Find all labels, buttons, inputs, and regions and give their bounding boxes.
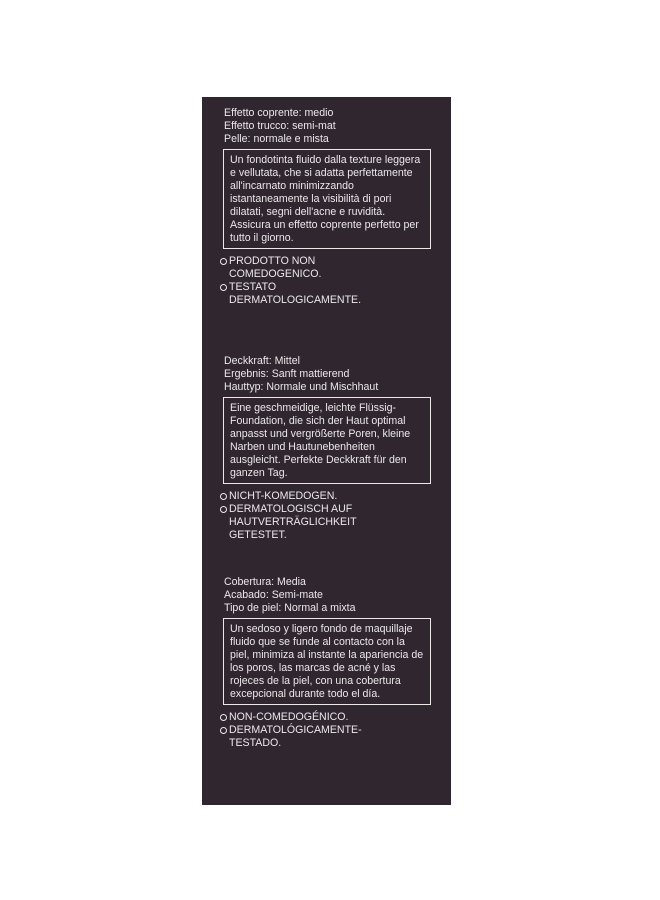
spec-coverage-es: Cobertura: Media: [224, 576, 306, 588]
claim-text: DERMATOLÓGICAMENTE- TESTADO.: [229, 724, 362, 749]
circle-bullet-icon: [220, 284, 227, 291]
claim-text: NICHT-KOMEDOGEN.: [229, 490, 338, 502]
claim-item: [220, 281, 446, 307]
spec-skin-it: Pelle: normale e mista: [224, 133, 329, 145]
claim-item: [220, 503, 446, 542]
claims-list-it: [220, 255, 446, 307]
circle-bullet-icon: [220, 727, 227, 734]
claim-item: [220, 724, 446, 750]
circle-bullet-icon: [220, 493, 227, 500]
spec-finish-de: Ergebnis: Sanft mattierend: [224, 368, 350, 380]
claims-list-es: [220, 711, 446, 750]
claim-text: PRODOTTO NON COMEDOGENICO.: [229, 255, 322, 280]
claim-item: [220, 490, 446, 503]
claim-item: [220, 255, 446, 281]
italian-section: [224, 107, 446, 307]
product-label-panel: [202, 97, 451, 805]
spec-finish-it: Effetto trucco: semi-mat: [224, 120, 336, 132]
circle-bullet-icon: [220, 714, 227, 721]
claim-item: [220, 711, 446, 724]
circle-bullet-icon: [220, 258, 227, 265]
spec-finish-es: Acabado: Semi-mate: [224, 589, 323, 601]
circle-bullet-icon: [220, 506, 227, 513]
description-box-de: Eine geschmeidige, leichte Flüssig-Foundation, die sich der Haut optimal anpasst und vergrößerte Poren, kleine Narben und Hautunebenheiten ausgleicht. Perfekte Deckkraft für den ganzen Tag.: [223, 397, 431, 484]
spanish-section: [224, 576, 446, 750]
spec-coverage-de: Deckkraft: Mittel: [224, 355, 300, 367]
spec-skin-de: Hauttyp: Normale und Mischhaut: [224, 381, 379, 393]
description-box-es: Un sedoso y ligero fondo de maquillaje fluido que se funde al contacto con la piel, minimiza al instante la apariencia de los poros, las marcas de acné y las rojeces de la piel, con una cobertura excepcional durante todo el día.: [223, 618, 431, 705]
description-box-it: Un fondotinta fluido dalla texture leggera e vellutata, che si adatta perfettamente all'incarnato minimizzando istantaneamente la visibilità di pori dilatati, segni dell'acne e ruvidità. Assicura un effetto coprente perfetto per tutto il giorno.: [223, 149, 431, 249]
spec-coverage-it: Effetto coprente: medio: [224, 107, 334, 119]
german-section: [224, 355, 446, 542]
spec-skin-es: Tipo de piel: Normal a mixta: [224, 602, 356, 614]
claim-text: NON-COMEDOGÉNICO.: [229, 711, 349, 723]
claims-list-de: [220, 490, 446, 542]
claim-text: DERMATOLOGISCH AUF HAUTVERTRÄGLICHKEIT GETESTET.: [229, 503, 357, 541]
claim-text: TESTATO DERMATOLOGICAMENTE.: [229, 281, 362, 306]
